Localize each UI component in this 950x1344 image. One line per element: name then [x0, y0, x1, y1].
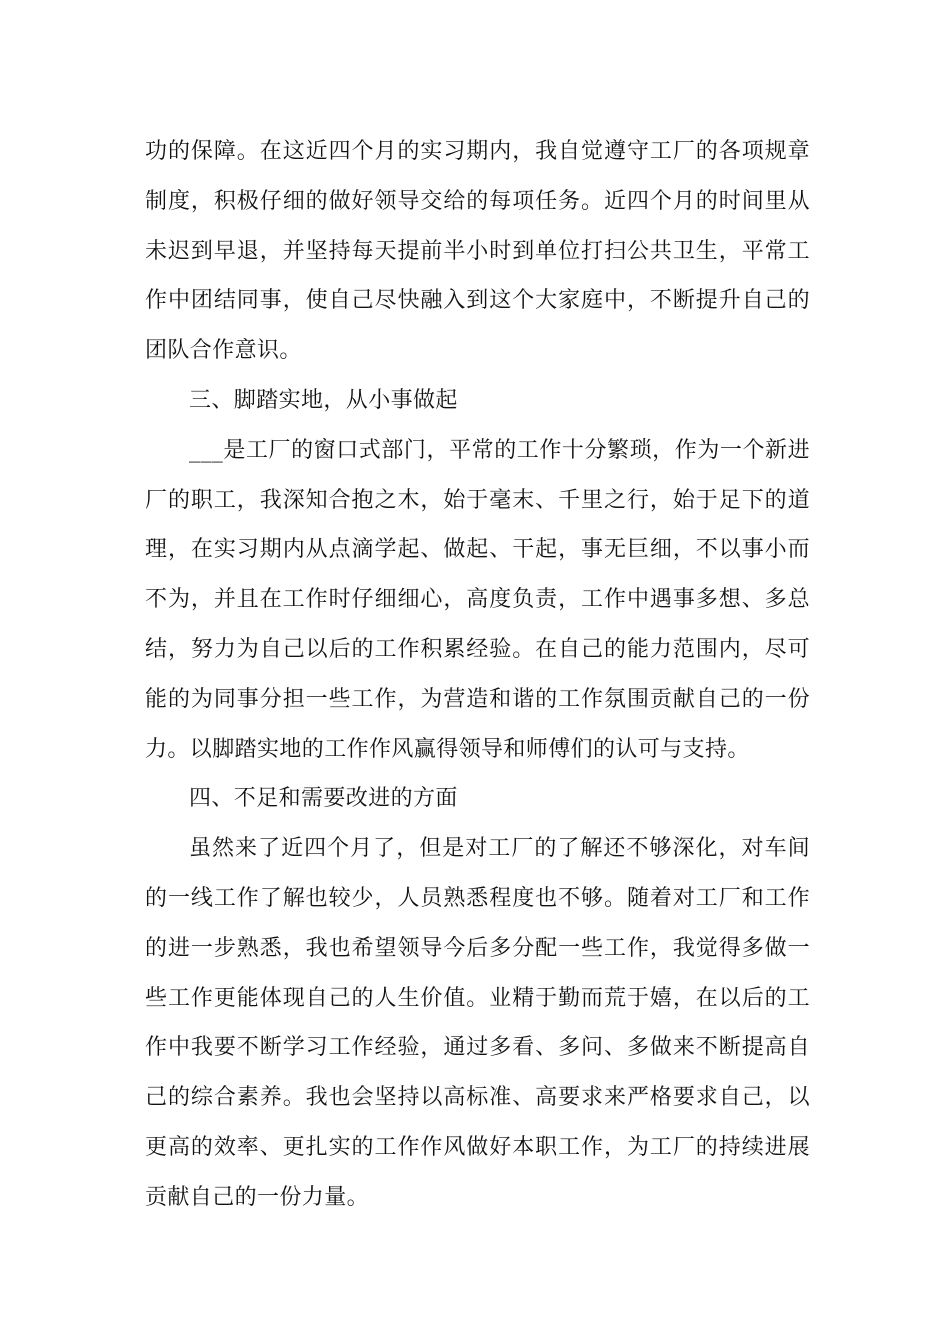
section-heading-three: 三、脚踏实地，从小事做起	[189, 387, 458, 413]
paragraph-section-four: 虽然来了近四个月了，但是对工厂的了解还不够深化，对车间的一线工作了解也较少，人员熟悉程度也不够。随着对工厂和工作的进一步熟悉，我也希望领导今后多分配一些工作，我觉得多做一些工作更能体现自己的人生价值。业精于勤而荒于嬉，在以后的工作中我要不断学习工作经验，通过多看、多问、多做来不断提高自己的综合素养。我也会坚持以高标准、高要求来严格要求自己，以更高的效率、更扎实的工作作风做好本职工作，为工厂的持续进展贡献自己的一份力量。	[145, 836, 810, 1210]
paragraph-continuation: 功的保障。在这近四个月的实习期内，我自觉遵守工厂的各项规章制度，积极仔细的做好领导交给的每项任务。近四个月的时间里从未迟到早退，并坚持每天提前半小时到单位打扫公共卫生，平常工作中团结同事，使自己尽快融入到这个大家庭中，不断提升自己的团队合作意识。	[145, 139, 810, 364]
section-heading-four: 四、不足和需要改进的方面	[189, 786, 458, 812]
document-body	[145, 127, 810, 1223]
paragraph-section-three: ___是工厂的窗口式部门，平常的工作十分繁琐，作为一个新进厂的职工，我深知合抱之木，始于毫末、千里之行，始于足下的道理，在实习期内从点滴学起、做起、干起，事无巨细，不以事小而不为，并且在工作时仔细细心，高度负责，工作中遇事多想、多总结，努力为自己以后的工作积累经验。在自己的能力范围内，尽可能的为同事分担一些工作，为营造和谐的工作氛围贡献自己的一份力。以脚踏实地的工作作风赢得领导和师傅们的认可与支持。	[145, 437, 810, 762]
